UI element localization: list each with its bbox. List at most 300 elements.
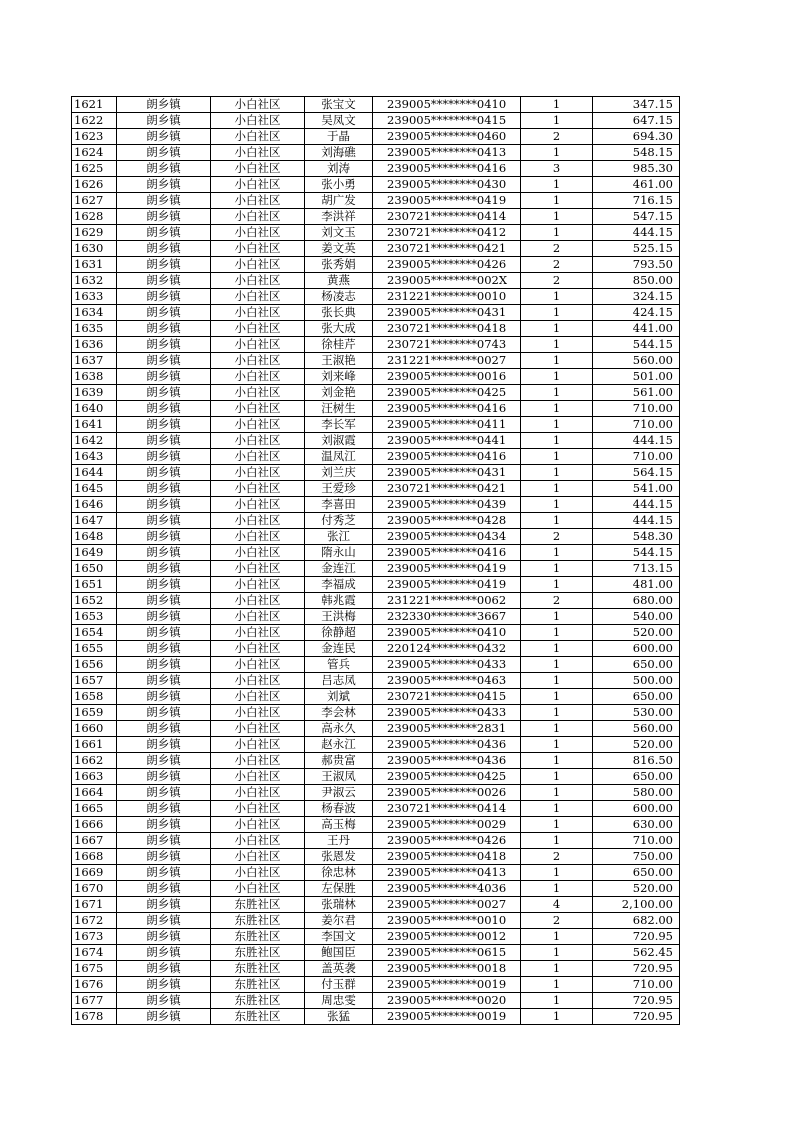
town-cell: 朗乡镇 (117, 273, 211, 289)
household-count-cell: 1 (521, 401, 593, 417)
table-row (72, 481, 680, 497)
id-number-cell: 239005********0029 (373, 817, 521, 833)
community-cell: 小白社区 (211, 353, 305, 369)
row-number: 1643 (72, 449, 117, 465)
town-cell: 朗乡镇 (117, 561, 211, 577)
household-count-cell: 1 (521, 721, 593, 737)
amount-cell: 985.30 (593, 161, 680, 177)
household-count-cell: 1 (521, 737, 593, 753)
community-cell: 小白社区 (211, 737, 305, 753)
table-row (72, 161, 680, 177)
amount-cell: 424.15 (593, 305, 680, 321)
row-number: 1636 (72, 337, 117, 353)
table-body (72, 97, 680, 1025)
table-row (72, 577, 680, 593)
table-row (72, 209, 680, 225)
row-number: 1667 (72, 833, 117, 849)
household-count-cell: 1 (521, 993, 593, 1009)
id-number-cell: 239005********0016 (373, 369, 521, 385)
table-row (72, 417, 680, 433)
row-number: 1660 (72, 721, 117, 737)
community-cell: 小白社区 (211, 641, 305, 657)
town-cell: 朗乡镇 (117, 785, 211, 801)
household-count-cell: 1 (521, 433, 593, 449)
community-cell: 小白社区 (211, 209, 305, 225)
row-number: 1624 (72, 145, 117, 161)
household-count-cell: 1 (521, 881, 593, 897)
name-cell: 李福成 (305, 577, 373, 593)
amount-cell: 713.15 (593, 561, 680, 577)
table-row (72, 817, 680, 833)
amount-cell: 520.00 (593, 881, 680, 897)
id-number-cell: 239005********0441 (373, 433, 521, 449)
name-cell: 鲍国臣 (305, 945, 373, 961)
town-cell: 朗乡镇 (117, 817, 211, 833)
amount-cell: 720.95 (593, 929, 680, 945)
id-number-cell: 239005********0428 (373, 513, 521, 529)
amount-cell: 750.00 (593, 849, 680, 865)
id-number-cell: 230721********0415 (373, 689, 521, 705)
id-number-cell: 239005********0463 (373, 673, 521, 689)
amount-cell: 682.00 (593, 913, 680, 929)
amount-cell: 444.15 (593, 225, 680, 241)
row-number: 1627 (72, 193, 117, 209)
id-number-cell: 239005********0615 (373, 945, 521, 961)
id-number-cell: 230721********0414 (373, 801, 521, 817)
community-cell: 小白社区 (211, 833, 305, 849)
id-number-cell: 232330********3667 (373, 609, 521, 625)
name-cell: 高永久 (305, 721, 373, 737)
row-number: 1672 (72, 913, 117, 929)
town-cell: 朗乡镇 (117, 289, 211, 305)
amount-cell: 720.95 (593, 993, 680, 1009)
household-count-cell: 2 (521, 913, 593, 929)
amount-cell: 564.15 (593, 465, 680, 481)
row-number: 1653 (72, 609, 117, 625)
amount-cell: 600.00 (593, 641, 680, 657)
household-count-cell: 1 (521, 481, 593, 497)
id-number-cell: 239005********002X (373, 273, 521, 289)
table-row (72, 993, 680, 1009)
amount-cell: 680.00 (593, 593, 680, 609)
table-row (72, 193, 680, 209)
name-cell: 王丹 (305, 833, 373, 849)
row-number: 1655 (72, 641, 117, 657)
row-number: 1673 (72, 929, 117, 945)
row-number: 1645 (72, 481, 117, 497)
town-cell: 朗乡镇 (117, 209, 211, 225)
row-number: 1678 (72, 1009, 117, 1025)
id-number-cell: 239005********0027 (373, 897, 521, 913)
row-number: 1669 (72, 865, 117, 881)
community-cell: 小白社区 (211, 817, 305, 833)
id-number-cell: 239005********0410 (373, 97, 521, 113)
amount-cell: 710.00 (593, 401, 680, 417)
community-cell: 小白社区 (211, 257, 305, 273)
town-cell: 朗乡镇 (117, 353, 211, 369)
amount-cell: 650.00 (593, 689, 680, 705)
table-row (72, 257, 680, 273)
household-count-cell: 1 (521, 209, 593, 225)
town-cell: 朗乡镇 (117, 609, 211, 625)
id-number-cell: 239005********0425 (373, 769, 521, 785)
amount-cell: 540.00 (593, 609, 680, 625)
table-row (72, 833, 680, 849)
name-cell: 王爱珍 (305, 481, 373, 497)
town-cell: 朗乡镇 (117, 433, 211, 449)
community-cell: 东胜社区 (211, 961, 305, 977)
community-cell: 小白社区 (211, 273, 305, 289)
community-cell: 小白社区 (211, 177, 305, 193)
household-count-cell: 1 (521, 145, 593, 161)
amount-cell: 548.30 (593, 529, 680, 545)
name-cell: 汪树生 (305, 401, 373, 417)
id-number-cell: 239005********0019 (373, 1009, 521, 1025)
amount-cell: 710.00 (593, 833, 680, 849)
row-number: 1635 (72, 321, 117, 337)
table-row (72, 593, 680, 609)
household-count-cell: 1 (521, 113, 593, 129)
town-cell: 朗乡镇 (117, 177, 211, 193)
town-cell: 朗乡镇 (117, 385, 211, 401)
table-row (72, 369, 680, 385)
community-cell: 小白社区 (211, 113, 305, 129)
amount-cell: 850.00 (593, 273, 680, 289)
amount-cell: 630.00 (593, 817, 680, 833)
community-cell: 小白社区 (211, 385, 305, 401)
table-row (72, 785, 680, 801)
table-row (72, 321, 680, 337)
table-row (72, 721, 680, 737)
household-count-cell: 1 (521, 497, 593, 513)
table-row (72, 849, 680, 865)
household-count-cell: 1 (521, 865, 593, 881)
id-number-cell: 230721********0743 (373, 337, 521, 353)
community-cell: 小白社区 (211, 673, 305, 689)
name-cell: 付秀芝 (305, 513, 373, 529)
name-cell: 王淑艳 (305, 353, 373, 369)
town-cell: 朗乡镇 (117, 129, 211, 145)
town-cell: 朗乡镇 (117, 305, 211, 321)
name-cell: 左保胜 (305, 881, 373, 897)
town-cell: 朗乡镇 (117, 497, 211, 513)
town-cell: 朗乡镇 (117, 577, 211, 593)
row-number: 1674 (72, 945, 117, 961)
table-row (72, 897, 680, 913)
table-row (72, 625, 680, 641)
household-count-cell: 1 (521, 225, 593, 241)
table-row (72, 385, 680, 401)
row-number: 1644 (72, 465, 117, 481)
community-cell: 小白社区 (211, 577, 305, 593)
household-count-cell: 1 (521, 513, 593, 529)
row-number: 1675 (72, 961, 117, 977)
table-row (72, 641, 680, 657)
town-cell: 朗乡镇 (117, 849, 211, 865)
community-cell: 小白社区 (211, 321, 305, 337)
id-number-cell: 239005********0010 (373, 913, 521, 929)
amount-cell: 444.15 (593, 497, 680, 513)
amount-cell: 580.00 (593, 785, 680, 801)
name-cell: 张猛 (305, 1009, 373, 1025)
community-cell: 小白社区 (211, 433, 305, 449)
row-number: 1670 (72, 881, 117, 897)
household-count-cell: 1 (521, 945, 593, 961)
household-count-cell: 1 (521, 449, 593, 465)
household-count-cell: 1 (521, 369, 593, 385)
amount-cell: 520.00 (593, 625, 680, 641)
town-cell: 朗乡镇 (117, 641, 211, 657)
name-cell: 王淑凤 (305, 769, 373, 785)
community-cell: 小白社区 (211, 625, 305, 641)
town-cell: 朗乡镇 (117, 993, 211, 1009)
id-number-cell: 239005********4036 (373, 881, 521, 897)
row-number: 1622 (72, 113, 117, 129)
name-cell: 姜文英 (305, 241, 373, 257)
town-cell: 朗乡镇 (117, 737, 211, 753)
id-number-cell: 239005********0019 (373, 977, 521, 993)
household-count-cell: 1 (521, 961, 593, 977)
row-number: 1638 (72, 369, 117, 385)
row-number: 1649 (72, 545, 117, 561)
id-number-cell: 239005********0430 (373, 177, 521, 193)
row-number: 1663 (72, 769, 117, 785)
row-number: 1668 (72, 849, 117, 865)
name-cell: 张江 (305, 529, 373, 545)
household-count-cell: 1 (521, 577, 593, 593)
id-number-cell: 239005********0419 (373, 561, 521, 577)
id-number-cell: 239005********0410 (373, 625, 521, 641)
id-number-cell: 239005********0431 (373, 465, 521, 481)
table-row (72, 529, 680, 545)
name-cell: 赵永江 (305, 737, 373, 753)
id-number-cell: 239005********0020 (373, 993, 521, 1009)
amount-cell: 520.00 (593, 737, 680, 753)
community-cell: 小白社区 (211, 449, 305, 465)
amount-cell: 710.00 (593, 449, 680, 465)
table-row (72, 97, 680, 113)
id-number-cell: 239005********0416 (373, 161, 521, 177)
row-number: 1664 (72, 785, 117, 801)
community-cell: 小白社区 (211, 545, 305, 561)
table-row (72, 865, 680, 881)
id-number-cell: 239005********0418 (373, 849, 521, 865)
id-number-cell: 239005********0425 (373, 385, 521, 401)
household-count-cell: 1 (521, 321, 593, 337)
household-count-cell: 1 (521, 689, 593, 705)
id-number-cell: 239005********0415 (373, 113, 521, 129)
name-cell: 韩兆霞 (305, 593, 373, 609)
community-cell: 小白社区 (211, 97, 305, 113)
row-number: 1658 (72, 689, 117, 705)
table-row (72, 673, 680, 689)
name-cell: 金连民 (305, 641, 373, 657)
name-cell: 刘涛 (305, 161, 373, 177)
name-cell: 徐静超 (305, 625, 373, 641)
community-cell: 小白社区 (211, 785, 305, 801)
community-cell: 东胜社区 (211, 993, 305, 1009)
table-row (72, 401, 680, 417)
town-cell: 朗乡镇 (117, 257, 211, 273)
community-cell: 小白社区 (211, 609, 305, 625)
row-number: 1642 (72, 433, 117, 449)
row-number: 1640 (72, 401, 117, 417)
community-cell: 小白社区 (211, 801, 305, 817)
community-cell: 小白社区 (211, 289, 305, 305)
household-count-cell: 3 (521, 161, 593, 177)
community-cell: 小白社区 (211, 689, 305, 705)
id-number-cell: 239005********0419 (373, 193, 521, 209)
row-number: 1677 (72, 993, 117, 1009)
name-cell: 刘斌 (305, 689, 373, 705)
name-cell: 吴凤文 (305, 113, 373, 129)
town-cell: 朗乡镇 (117, 593, 211, 609)
row-number: 1637 (72, 353, 117, 369)
amount-cell: 562.45 (593, 945, 680, 961)
town-cell: 朗乡镇 (117, 1009, 211, 1025)
id-number-cell: 231221********0027 (373, 353, 521, 369)
row-number: 1641 (72, 417, 117, 433)
household-count-cell: 1 (521, 305, 593, 321)
amount-cell: 560.00 (593, 721, 680, 737)
community-cell: 小白社区 (211, 369, 305, 385)
name-cell: 张小勇 (305, 177, 373, 193)
amount-cell: 530.00 (593, 705, 680, 721)
table-row (72, 977, 680, 993)
row-number: 1628 (72, 209, 117, 225)
amount-cell: 720.95 (593, 961, 680, 977)
row-number: 1626 (72, 177, 117, 193)
town-cell: 朗乡镇 (117, 321, 211, 337)
amount-cell: 544.15 (593, 337, 680, 353)
table-row (72, 177, 680, 193)
name-cell: 付玉群 (305, 977, 373, 993)
row-number: 1646 (72, 497, 117, 513)
household-count-cell: 1 (521, 193, 593, 209)
row-number: 1666 (72, 817, 117, 833)
household-count-cell: 2 (521, 129, 593, 145)
community-cell: 东胜社区 (211, 945, 305, 961)
name-cell: 尹淑云 (305, 785, 373, 801)
town-cell: 朗乡镇 (117, 481, 211, 497)
amount-cell: 501.00 (593, 369, 680, 385)
name-cell: 高玉梅 (305, 817, 373, 833)
table-row (72, 145, 680, 161)
table-row (72, 609, 680, 625)
name-cell: 金连江 (305, 561, 373, 577)
town-cell: 朗乡镇 (117, 673, 211, 689)
town-cell: 朗乡镇 (117, 193, 211, 209)
household-count-cell: 1 (521, 705, 593, 721)
name-cell: 黄燕 (305, 273, 373, 289)
table-row (72, 1009, 680, 1025)
id-number-cell: 239005********0413 (373, 865, 521, 881)
household-count-cell: 1 (521, 817, 593, 833)
row-number: 1654 (72, 625, 117, 641)
community-cell: 小白社区 (211, 193, 305, 209)
amount-cell: 561.00 (593, 385, 680, 401)
community-cell: 东胜社区 (211, 1009, 305, 1025)
town-cell: 朗乡镇 (117, 449, 211, 465)
household-count-cell: 1 (521, 753, 593, 769)
amount-cell: 481.00 (593, 577, 680, 593)
amount-cell: 816.50 (593, 753, 680, 769)
household-count-cell: 1 (521, 417, 593, 433)
household-count-cell: 1 (521, 801, 593, 817)
community-cell: 小白社区 (211, 225, 305, 241)
name-cell: 刘文玉 (305, 225, 373, 241)
town-cell: 朗乡镇 (117, 145, 211, 161)
town-cell: 朗乡镇 (117, 897, 211, 913)
amount-cell: 324.15 (593, 289, 680, 305)
town-cell: 朗乡镇 (117, 97, 211, 113)
name-cell: 张大成 (305, 321, 373, 337)
id-number-cell: 230721********0412 (373, 225, 521, 241)
table-row (72, 545, 680, 561)
table-row (72, 225, 680, 241)
row-number: 1676 (72, 977, 117, 993)
name-cell: 刘淑霞 (305, 433, 373, 449)
name-cell: 隋永山 (305, 545, 373, 561)
town-cell: 朗乡镇 (117, 625, 211, 641)
id-number-cell: 239005********0413 (373, 145, 521, 161)
amount-cell: 793.50 (593, 257, 680, 273)
row-number: 1625 (72, 161, 117, 177)
id-number-cell: 220124********0432 (373, 641, 521, 657)
row-number: 1665 (72, 801, 117, 817)
row-number: 1656 (72, 657, 117, 673)
household-count-cell: 2 (521, 593, 593, 609)
table-row (72, 945, 680, 961)
id-number-cell: 239005********0018 (373, 961, 521, 977)
table-row (72, 561, 680, 577)
name-cell: 周忠雯 (305, 993, 373, 1009)
household-count-cell: 1 (521, 1009, 593, 1025)
household-count-cell: 1 (521, 353, 593, 369)
name-cell: 张长典 (305, 305, 373, 321)
town-cell: 朗乡镇 (117, 689, 211, 705)
name-cell: 盖英袭 (305, 961, 373, 977)
household-count-cell: 2 (521, 529, 593, 545)
amount-cell: 650.00 (593, 769, 680, 785)
table-row (72, 241, 680, 257)
table-row (72, 881, 680, 897)
name-cell: 刘兰庆 (305, 465, 373, 481)
table-row (72, 753, 680, 769)
community-cell: 小白社区 (211, 145, 305, 161)
table-row (72, 657, 680, 673)
household-count-cell: 1 (521, 929, 593, 945)
town-cell: 朗乡镇 (117, 865, 211, 881)
town-cell: 朗乡镇 (117, 961, 211, 977)
table-row (72, 689, 680, 705)
name-cell: 姜尔君 (305, 913, 373, 929)
community-cell: 小白社区 (211, 561, 305, 577)
community-cell: 小白社区 (211, 513, 305, 529)
community-cell: 小白社区 (211, 769, 305, 785)
community-cell: 小白社区 (211, 593, 305, 609)
community-cell: 东胜社区 (211, 897, 305, 913)
name-cell: 徐桂芹 (305, 337, 373, 353)
community-cell: 小白社区 (211, 657, 305, 673)
row-number: 1633 (72, 289, 117, 305)
household-count-cell: 1 (521, 785, 593, 801)
name-cell: 李喜田 (305, 497, 373, 513)
table-row (72, 513, 680, 529)
amount-cell: 544.15 (593, 545, 680, 561)
household-count-cell: 1 (521, 641, 593, 657)
name-cell: 郝贵富 (305, 753, 373, 769)
